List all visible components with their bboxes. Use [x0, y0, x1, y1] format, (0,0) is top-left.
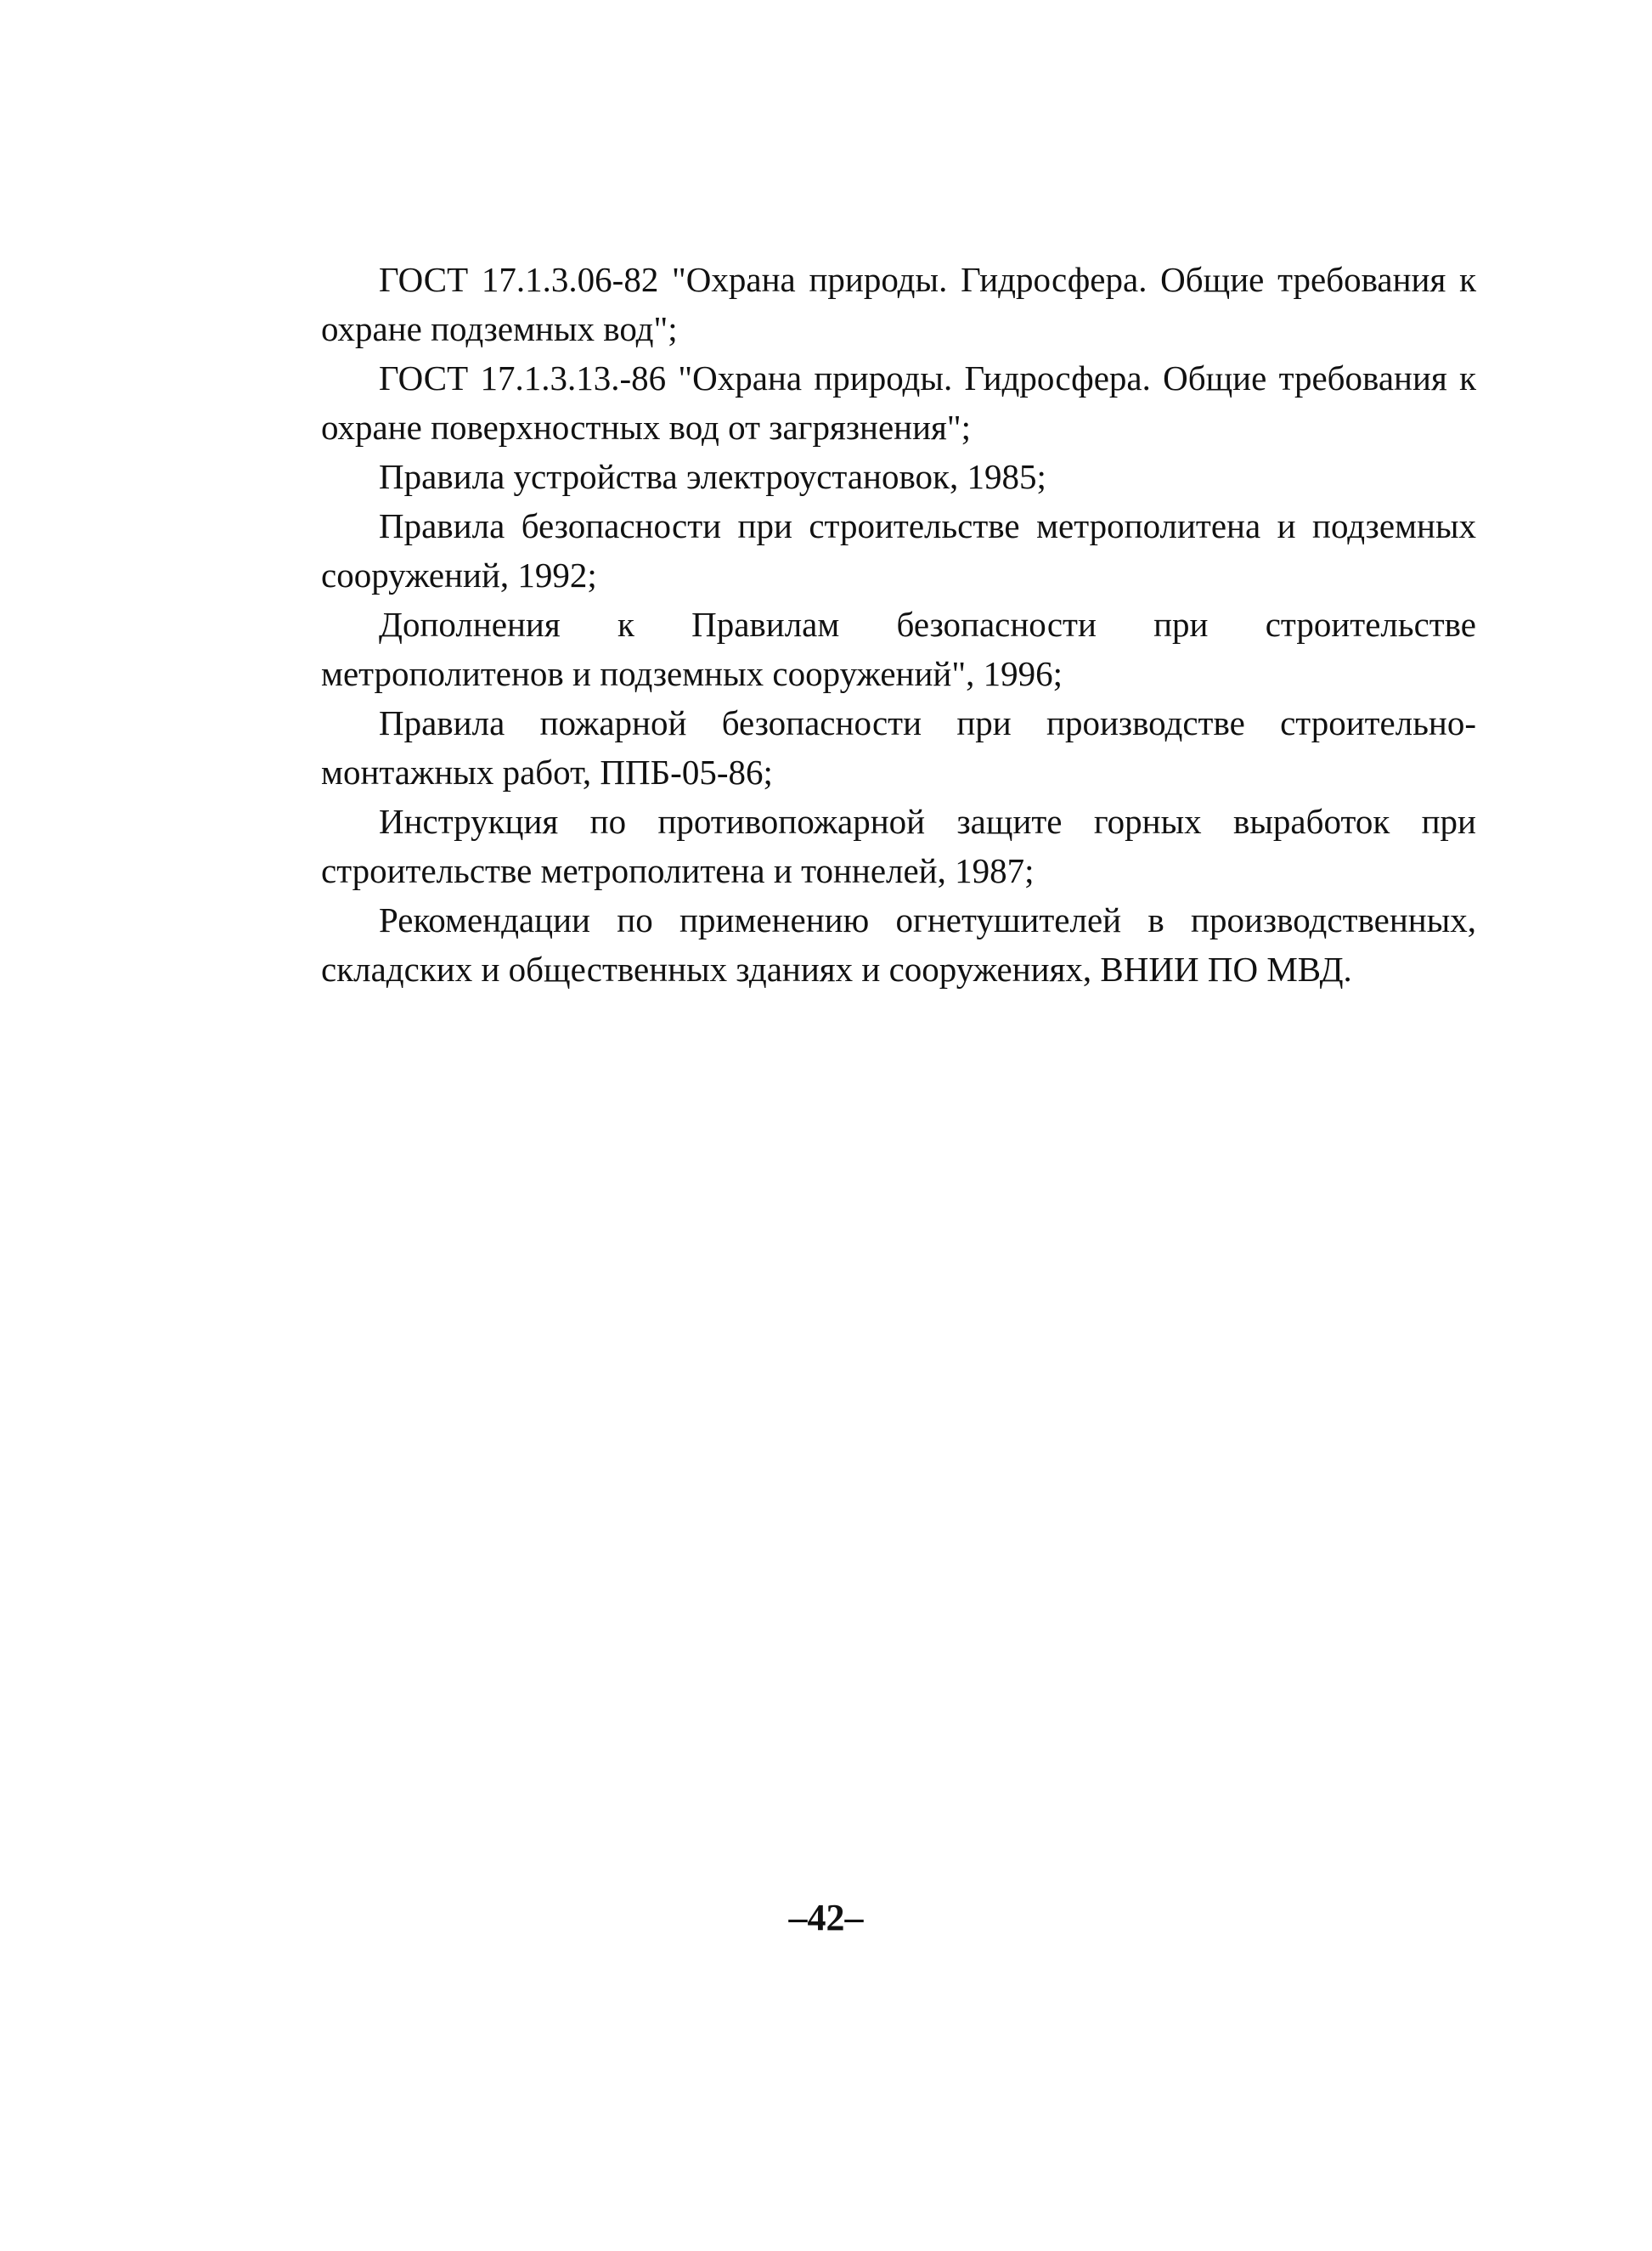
reference-item: ГОСТ 17.1.3.06-82 "Охрана природы. Гидросфера. Общие требования к охране подземных вод";	[321, 260, 1476, 348]
reference-item: Рекомендации по применению огнетушителей в производственных, складских и общественных зданиях и сооружениях, ВНИИ ПО МВД.	[321, 900, 1476, 989]
reference-item: Правила устройства электроустановок, 1985;	[379, 457, 1046, 496]
reference-item: ГОСТ 17.1.3.13.-86 "Охрана природы. Гидросфера. Общие требования к охране поверхностных вод от загрязнения";	[321, 358, 1476, 447]
references-list	[321, 255, 1476, 994]
page-number: –42–	[788, 1897, 864, 1938]
reference-item: Инструкция по противопожарной защите горных выработок при строительстве метрополитена и тоннелей, 1987;	[321, 802, 1476, 890]
reference-item: Правила безопасности при строительстве метрополитена и подземных сооружений, 1992;	[321, 506, 1476, 595]
reference-item: Правила пожарной безопасности при производстве строительно-монтажных работ, ППБ-05-86;	[321, 703, 1476, 792]
reference-item: Дополнения к Правилам безопасности при строительстве метрополитенов и подземных сооружений", 1996;	[321, 605, 1476, 693]
